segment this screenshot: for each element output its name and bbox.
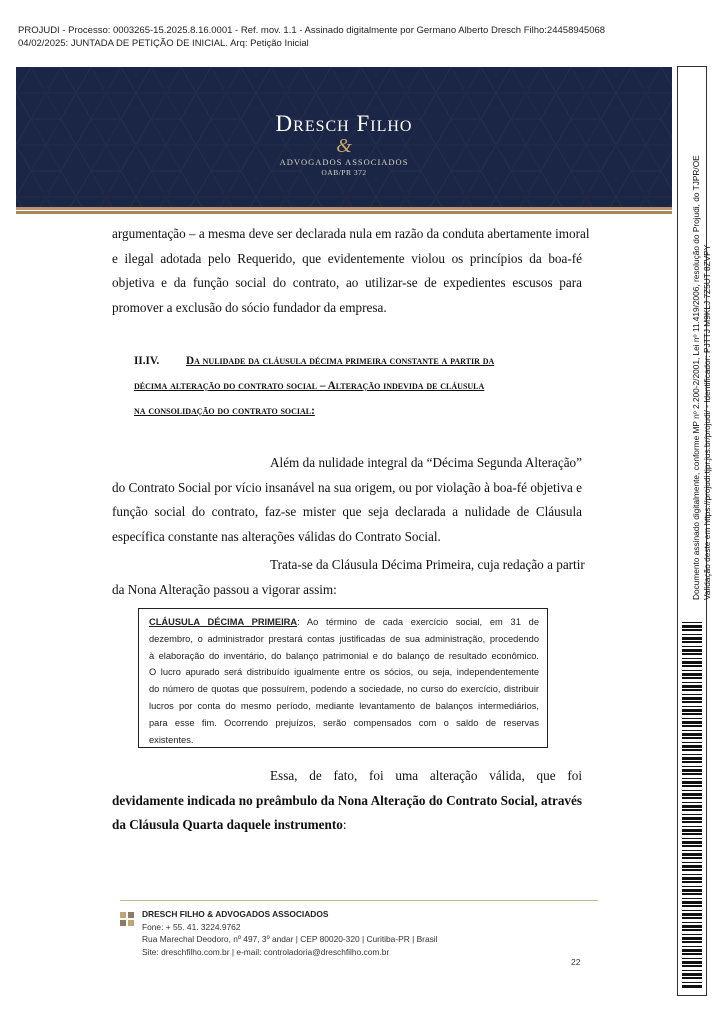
firm-mark-icon	[120, 912, 136, 926]
text-line: da Nona Alteração passou a vigorar assim:	[112, 581, 337, 597]
paragraph-valid-alteration	[112, 764, 582, 838]
clause-line: lucros por conta do mesmo período, mediante levantamento de balanços intermediários,	[149, 700, 539, 711]
text-line: função social do contrato, faz-se mister que seja declarada a nulidade de Cláusula	[112, 504, 582, 520]
text-punct: :	[342, 817, 347, 833]
clause-title: CLÁUSULA DÉCIMA PRIMEIRA	[149, 617, 298, 627]
text-line-bold: devidamente indicada no preâmbulo da Nona Alteração do Contrato Social, através	[112, 792, 582, 808]
footer-rule	[120, 900, 598, 901]
text-line: objetiva e da função social do contrato, ao utilizar-se de expedientes escusos para	[112, 275, 582, 291]
clause-text: : Ao término de cada exercício social, em 31 de	[297, 617, 539, 627]
text-line: específica constante nas alterações válidas do Contrato Social.	[112, 528, 441, 544]
footer-contact	[142, 908, 438, 958]
clause-line: O lucro apurado será distribuído igualmente entre os sócios, ou seja, independentemente	[149, 667, 539, 678]
clause-line: para esse fim. Ocorrendo prejuízos, serão compensados com o saldo de reservas	[149, 717, 539, 728]
validation-text	[691, 70, 713, 600]
projudi-header-line2: 04/02/2025: JUNTADA DE PETIÇÃO DE INICIAL. Arq: Petição Inicial	[18, 38, 309, 49]
page-number: 22	[571, 957, 581, 967]
paragraph-clause-intro	[112, 553, 585, 602]
validation-line1: Documento assinado digitalmente, conforme MP nº 2.200-2/2001, Lei nº 11.419/2006, resolução do Projudi, do TJPR/OE	[691, 155, 701, 600]
footer-address: Rua Marechal Deodoro, nº 497, 3º andar | CEP 80020-320 | Curitiba-PR | Brasil	[142, 934, 438, 945]
validation-line2: Validação deste em https://projudi.tjpr.jus.br/projudi/ - Identificador: PJTTJ M9KLJ 7Z5UT 8ZVPY	[702, 244, 712, 600]
heading-line: na consolidação do contrato social:	[134, 405, 315, 417]
footer-firm: DRESCH FILHO & ADVOGADOS ASSOCIADOS	[142, 909, 329, 919]
heading-line: décima alteração do contrato social – Alteração indevida de cláusula	[134, 380, 485, 392]
text-line: e ilegal adotada pelo Requerido, que evidentemente violou os princípios da boa-fé	[112, 250, 582, 266]
clause-line: do número de quotas que possuírem, podendo a sociedade, no curso do exercício, distribuir	[149, 684, 539, 695]
letterhead-gold-stripe	[16, 207, 672, 210]
firm-logo-ampersand: &	[336, 135, 352, 157]
text-line: Além da nulidade integral da “Décima Segunda Alteração”	[270, 455, 582, 470]
firm-logo-name: Dresch Filho	[275, 111, 413, 136]
letterhead-gold-stripe-2	[16, 211, 672, 214]
clause-line: existentes.	[149, 734, 194, 745]
barcode	[682, 622, 702, 990]
text-bold: da Cláusula Quarta daquele instrumento	[112, 817, 343, 833]
heading-line: Da nulidade da cláusula décima primeira constante a partir da	[186, 355, 495, 367]
footer-phone: Fone: + 55. 41. 3224.9762	[142, 921, 241, 932]
projudi-header-line1: PROJUDI - Processo: 0003265-15.2025.8.16.0001 - Ref. mov. 1.1 - Assinado digitalmente por Germano Alberto Dresch Filho:24458945068	[18, 25, 606, 36]
section-number: II.IV.	[134, 355, 160, 367]
paragraph-conclusion	[112, 222, 590, 320]
footer-site: Site: dreschfilho.com.br | e-mail: controladoria@dreschfilho.com.br	[142, 946, 390, 957]
text-line: Trata-se da Cláusula Décima Primeira, cuja redação a partir	[270, 557, 585, 572]
firm-logo-oab: OAB/PR 372	[321, 168, 367, 177]
text-line: argumentação – a mesma deve ser declarada nula em razão da conduta abertamente imoral	[112, 226, 590, 241]
text-line: do Contrato Social por vício insanável na sua origem, ou por violação à boa-fé objetiva e	[112, 479, 582, 495]
text-line: promover a exclusão do sócio fundador da empresa.	[112, 299, 387, 315]
clause-line: à elaboração do inventário, do balanço patrimonial e do balanço de resultado econômico.	[149, 650, 539, 661]
clause-line: dezembro, o administrador prestará contas justificadas de sua administração, procedendo	[149, 633, 539, 644]
firm-logo-subtitle: ADVOGADOS ASSOCIADOS	[279, 157, 409, 167]
section-heading	[134, 349, 584, 424]
letterhead-banner	[16, 67, 672, 207]
clause-quote-box	[138, 608, 548, 748]
text-line: Essa, de fato, foi uma alteração válida, que foi	[270, 768, 582, 783]
paragraph-nullity	[112, 451, 582, 549]
